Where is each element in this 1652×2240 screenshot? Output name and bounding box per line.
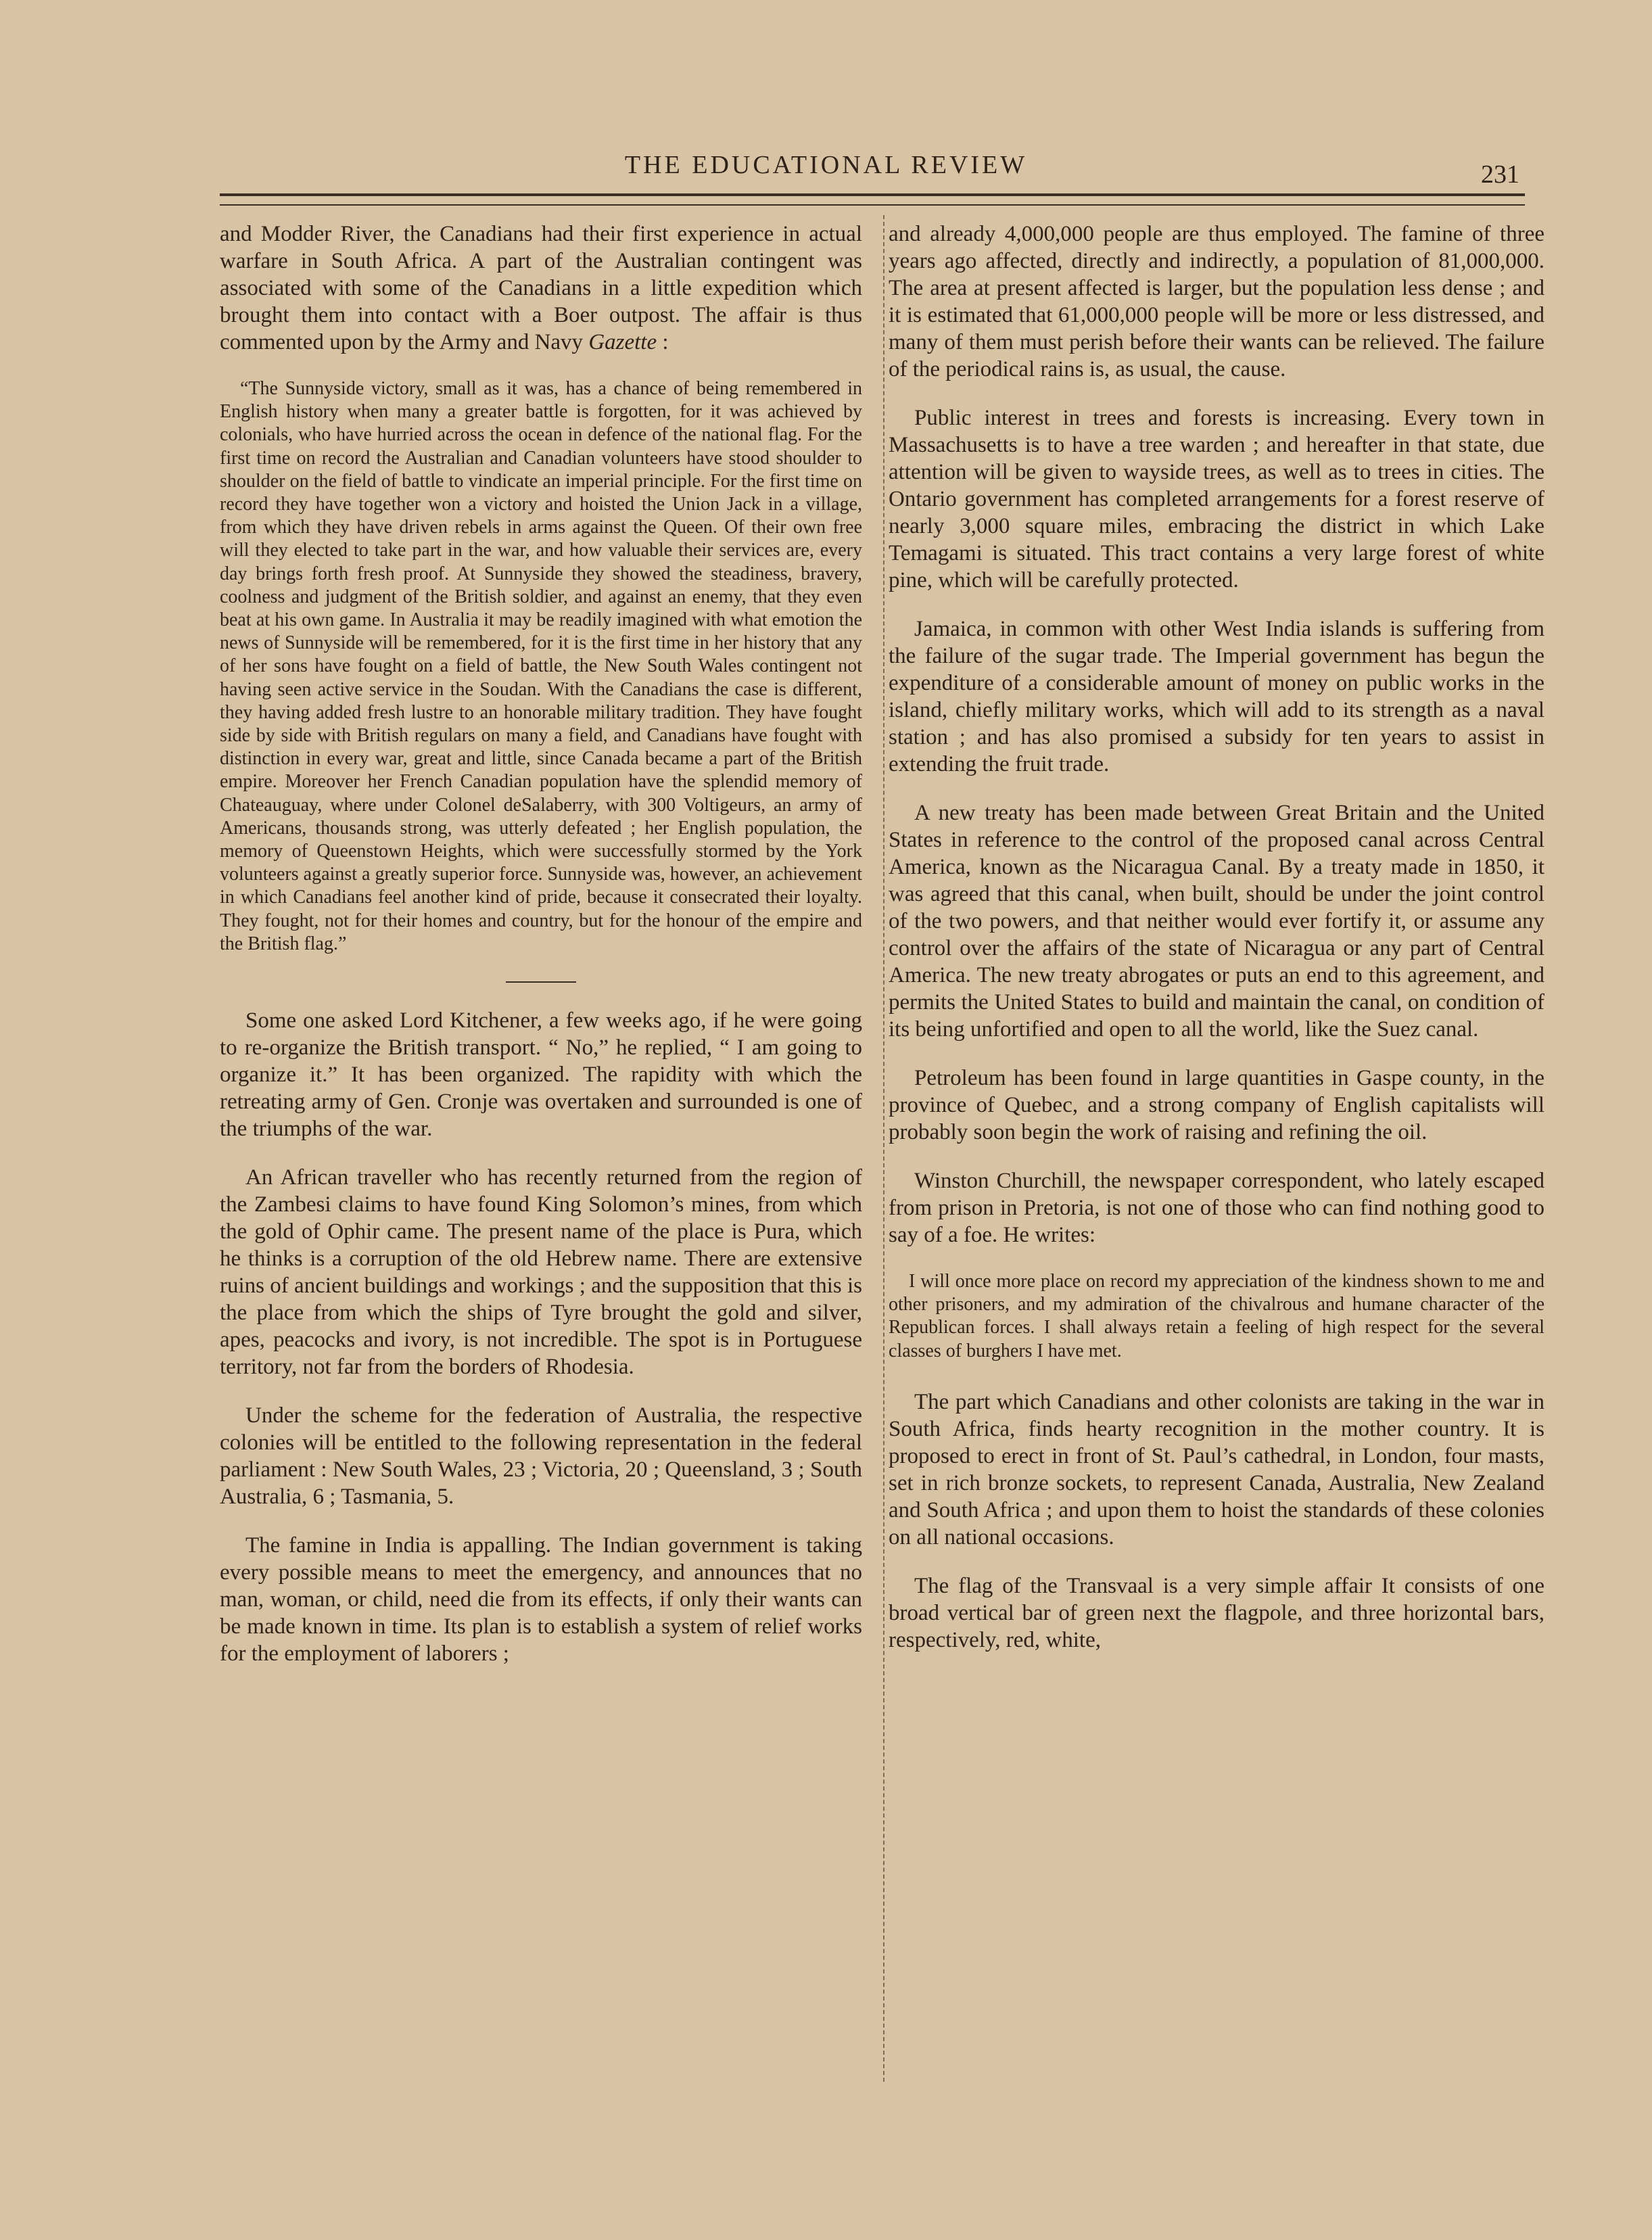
paragraph-petroleum: Petroleum has been found in large quantities in Gaspe county, in the province of Quebec, and a strong company of English capitalists will probably soon begin the work of raising and refining the oil. [889, 1066, 1544, 1144]
paragraph-colonial-flags: The part which Canadians and other colonists are taking in the war in South Africa, finds hearty recognition in the mother country. It is proposed to erect in front of St. Paul’s cathedral, in London, four masts, set in rich bronze sockets, to represent Canada, Australia, New Zealand and South Africa ; and upon them to hoist the standards of these colonies on all national occasions. [889, 1389, 1544, 1549]
right-column [889, 220, 1544, 1675]
quotation-churchill: I will once more place on record my appreciation of the kindness shown to me and other prisoners, and my admiration of the chivalrous and humane character of the Republican forces. I shall always retain a feeling of high respect for the several classes of burghers I have met. [889, 1271, 1544, 1361]
paragraph-trees-forests: Public interest in trees and forests is increasing. Every town in Massachusetts is to have a tree warden ; and hereafter in that state, due attention will be given to wayside trees, as well as to trees in cities. The Ontario government has completed arrangements for a forest reserve of nearly 3,000 square miles, embracing the district in which Lake Temagami is situated. This tract contains a very large forest of white pine, which will be carefully protected. [889, 406, 1544, 592]
paragraph-sunnyside-intro [220, 220, 862, 356]
paragraph-transvaal-flag: The flag of the Transvaal is a very simple affair It consists of one broad vertical bar of green next the flagpole, and three horizontal bars, respectively, red, white, [889, 1573, 1544, 1652]
paragraph-solomons-mines: An African traveller who has recently returned from the region of the Zambesi claims to have found King Solomon’s mines, from which the gold of Ophir came. The present name of the place is Pura, which he thinks is a corruption of the old Hebrew name. There are extensive ruins of ancient buildings and workings ; and the supposition that this is the place from which the ships of Tyre brought the gold and silver, apes, peacocks and ivory, is not incredible. The spot is in Portuguese territory, not far from the borders of Rhodesia. [220, 1165, 862, 1380]
left-column [220, 220, 862, 1689]
quotation-sunnyside: “The Sunnyside victory, small as it was, has a chance of being remembered in English history when many a greater battle is forgotten, for it was achieved by colonials, who have hurried across the ocean in defence of the national flag. For the first time on record the Australian and Canadian volunteers have stood shoulder to shoulder on the field of battle to vindicate an imperial principle. For the first time on record they have together won a victory and hoisted the Union Jack in a village, from which they have driven rebels in arms against the Queen. Of their own free will they elected to take part in the war, and how valuable their services are, every day brings forth fresh proof. At Sunnyside they showed the steadiness, bravery, coolness and judgment of the British soldier, and against an enemy, that they even beat at his own game. In Australia it may be readily imagined with what emotion the news of Sunnyside will be remembered, for it is the first time in her history that any of her sons have fought on a field of battle, the New South Wales contingent not having seen active service in the Soudan. With the Canadians the case is different, they having added fresh lustre to an honorable military tradition. They have fought side by side with British regulars on many a field, and Canadians have fought with distinction in every war, great and little, since Canada became a part of the British empire. Moreover her French Canadian population have the splendid memory of Chateauguay, where under Colonel deSalaberry, with 300 Voltigeurs, an army of Americans, thousands strong, was utterly defeated ; her English population, the memory of Queenstown Heights, which were successfully stormed by the York volunteers against a greatly superior force. Sunnyside was, however, an achievement in which Canadians feel another kind of pride, because it consecrated their loyalty. They fought, not for their homes and country, but for the honour of the empire and the British flag.” [220, 378, 862, 954]
paragraph-churchill: Winston Churchill, the newspaper correspondent, who lately escaped from prison in Pretoria, is not one of those who can find nothing good to say of a foe. He writes: [889, 1169, 1544, 1247]
paragraph-text-end: : [657, 330, 669, 354]
paragraph-text: and Modder River, the Canadians had their first experience in actual warfare in South Africa. A part of the Australian contingent was associated with some of the Canadians in a little expedition which brought them into contact with a Boer outpost. The affair is thus commented upon by the Army and Navy [220, 222, 862, 354]
section-separator [506, 981, 576, 983]
column-divider [883, 215, 884, 2082]
paragraph-jamaica: Jamaica, in common with other West India islands is suffering from the failure of the sugar trade. The Imperial government has begun the expenditure of a considerable amount of money on public works in the island, chiefly military works, which will add to its strength as a naval station ; and has also promised a subsidy for ten years to assist in extending the fruit trade. [889, 617, 1544, 776]
paragraph-famine-continued: and already 4,000,000 people are thus employed. The famine of three years ago affected, directly and indirectly, a population of 81,000,000. The area at present affected is larger, but the population less dense ; and it is estimated that 61,000,000 people will be more or less distressed, and many of them must perish before their wants can be relieved. The failure of the periodical rains is, as usual, the cause. [889, 222, 1544, 381]
paragraph-nicaragua-canal: A new treaty has been made between Great Britain and the United States in reference to the control of the proposed canal across Central America, known as the Nicaragua Canal. By a treaty made in 1850, it was agreed that this canal, when built, should be under the joint control of the two powers, and that neither would ever fortify it, or assume any control over the affairs of the state of Nicaragua or any part of Central America. The new treaty abrogates or puts an end to this agreement, and permits the United States to build and maintain the canal, on condition of its being unfortified and open to all the world, like the Suez canal. [889, 801, 1544, 1042]
page-number: 231 [1481, 160, 1519, 189]
paragraph-kitchener: Some one asked Lord Kitchener, a few weeks ago, if he were going to re-organize the British transport. “ No,” he replied, “ I am going to organize it.” It has been organized. The rapidity with which the retreating army of Gen. Cronje was overtaken and surrounded is one of the triumphs of the war. [220, 1008, 862, 1142]
paragraph-india-famine: The famine in India is appalling. The Indian government is taking every possible means to meet the emergency, and announces that no man, woman, or child, need die from its effects, if only their wants can be made known in time. Its plan is to establish a system of relief works for the employment of laborers ; [220, 1533, 862, 1666]
header-rule-thin [220, 204, 1525, 206]
header-rule-thick [220, 193, 1525, 196]
italic-gazette: Gazette [588, 330, 657, 354]
paragraph-australia-federation: Under the scheme for the federation of Australia, the respective colonies will be entitled to the following representation in the federal parliament : New South Wales, 23 ; Victoria, 20 ; Queensland, 3 ; South Australia, 6 ; Tasmania, 5. [220, 1403, 862, 1510]
running-head: THE EDUCATIONAL REVIEW [624, 151, 1028, 179]
